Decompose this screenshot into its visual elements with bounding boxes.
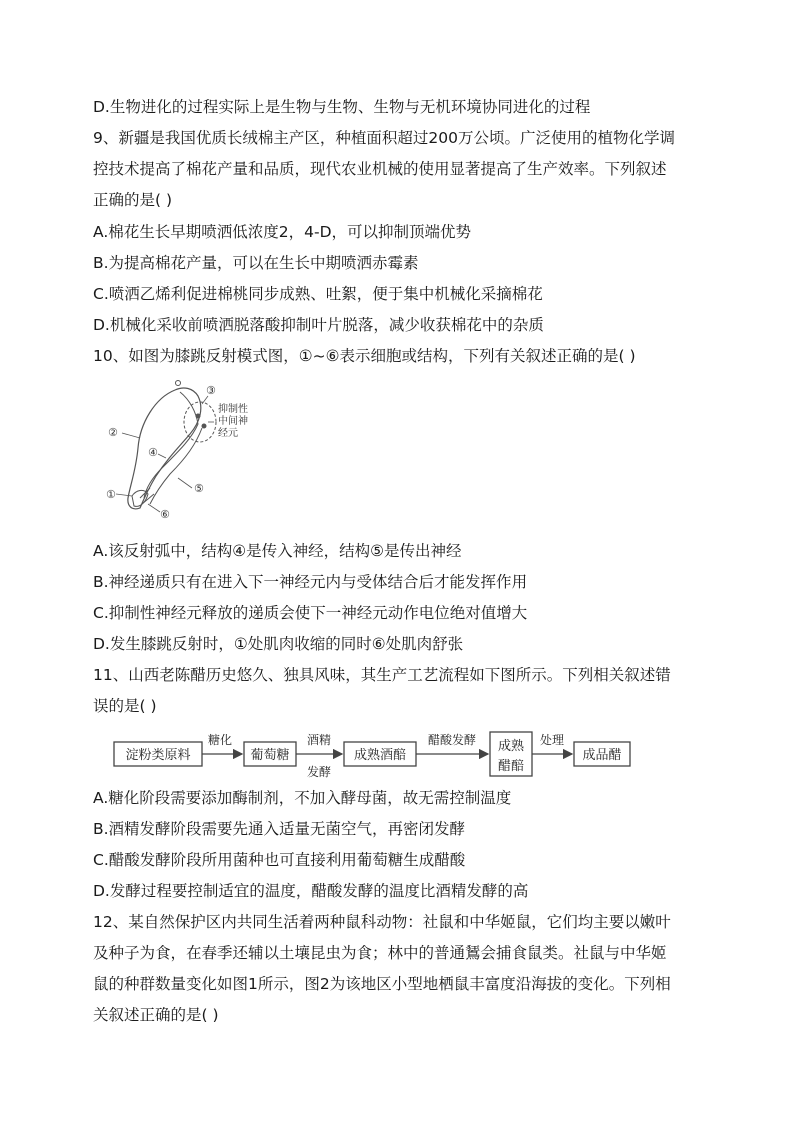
q10-option-c: C.抑制性神经元释放的递质会使下一神经元动作电位绝对值增大 [93, 604, 528, 622]
label-6: ⑥ [160, 508, 170, 521]
arrow-label-ferment: 发酵 [306, 765, 332, 779]
q12-stem-line1: 12、某自然保护区内共同生活着两种鼠科动物：社鼠和中华姬鼠，它们均主要以嫩叶 [93, 913, 671, 931]
q9-stem-line2: 控技术提高了棉花产量和品质，现代农业机械的使用显著提高了生产效率。下列叙述 [93, 160, 667, 178]
q10-option-b: B.神经递质只有在进入下一神经元内与受体结合后才能发挥作用 [93, 573, 528, 591]
box-label-final: 成品醋 [582, 748, 622, 763]
box-label-mature: 成熟 [497, 739, 525, 754]
knee-jerk-reflex-figure [100, 378, 260, 523]
q9-option-a: A.棉花生长早期喷洒低浓度2，4-D，可以抑制顶端优势 [93, 223, 472, 241]
q11-option-c: C.醋酸发酵阶段所用菌种也可直接利用葡萄糖生成醋酸 [93, 851, 466, 869]
leader-2 [122, 433, 140, 438]
arrow-label-saccharify: 糖化 [207, 733, 233, 747]
arrow-label-process: 处理 [539, 733, 565, 747]
q10-option-d: D.发生膝跳反射时，①处肌肉收缩的同时⑥处肌肉舒张 [93, 635, 464, 653]
q10-option-a: A.该反射弧中，结构④是传入神经，结构⑤是传出神经 [93, 542, 462, 560]
arrow-label-alcohol: 酒精 [306, 733, 332, 747]
note-line3: 经元 [218, 428, 238, 439]
label-4: ④ [148, 446, 158, 459]
top-node [176, 381, 181, 386]
q12-stem-line2: 及种子为食，在春季还辅以土壤昆虫为食；林中的普通鵟会捕食鼠类。社鼠与中华姬 [93, 944, 667, 962]
label-2: ② [108, 426, 118, 439]
note-line2: 中间神 [218, 416, 248, 427]
q11-option-d: D.发酵过程要控制适宜的温度，醋酸发酵的温度比酒精发酵的高 [93, 882, 529, 900]
motor-neuron-body [202, 424, 207, 429]
q9-stem-line3: 正确的是( ) [93, 191, 173, 209]
q8-option-d: D.生物进化的过程实际上是生物与生物、生物与无机环境协同进化的过程 [93, 98, 591, 116]
q12-stem-line4: 关叙述正确的是( ) [93, 1006, 219, 1024]
q11-stem-line1: 11、山西老陈醋历史悠久、独具风味，其生产工艺流程如下图所示。下列相关叙述错 [93, 666, 671, 684]
label-1: ① [106, 488, 116, 501]
arrow-label-acetic: 醋酸发酵 [427, 733, 477, 747]
leader-5 [178, 478, 192, 488]
interneuron-body [196, 414, 201, 419]
label-5: ⑤ [194, 482, 204, 495]
box-label-glucose: 葡萄糖 [250, 748, 290, 763]
q12-stem-line3: 鼠的种群数量变化如图1所示，图2为该地区小型地栖鼠丰富度沿海拔的变化。下列相 [93, 975, 671, 993]
box-label-mature-mash: 成熟酒醅 [353, 748, 407, 763]
q10-stem: 10、如图为膝跳反射模式图，①~⑥表示细胞或结构，下列有关叙述正确的是( ) [93, 347, 636, 365]
label-3: ③ [206, 384, 216, 397]
note-line1: 抑制性 [218, 404, 248, 415]
q9-option-c: C.喷洒乙烯利促进棉桃同步成熟、吐絮，便于集中机械化采摘棉花 [93, 285, 543, 303]
q11-option-b: B.酒精发酵阶段需要先通入适量无菌空气，再密闭发酵 [93, 820, 466, 838]
leader-1 [116, 494, 132, 496]
box-label-vinegar-mash: 醋醅 [497, 759, 525, 774]
leader-4 [158, 454, 166, 458]
q11-stem-line2: 误的是( ) [93, 697, 157, 715]
q9-option-b: B.为提高棉花产量，可以在生长中期喷洒赤霉素 [93, 254, 419, 272]
q9-stem-line1: 9、新疆是我国优质长绒棉主产区，种植面积超过200万公顷。广泛使用的植物化学调 [93, 129, 675, 147]
vinegar-process-flowchart [112, 730, 642, 782]
q9-option-d: D.机械化采收前喷洒脱落酸抑制叶片脱落，减少收获棉花中的杂质 [93, 316, 544, 334]
leader-6 [148, 504, 160, 512]
q11-option-a: A.糖化阶段需要添加酶制剂，不加入酵母菌，故无需控制温度 [93, 789, 512, 807]
leader-3 [202, 396, 208, 404]
box-label-starch: 淀粉类原料 [125, 748, 191, 763]
